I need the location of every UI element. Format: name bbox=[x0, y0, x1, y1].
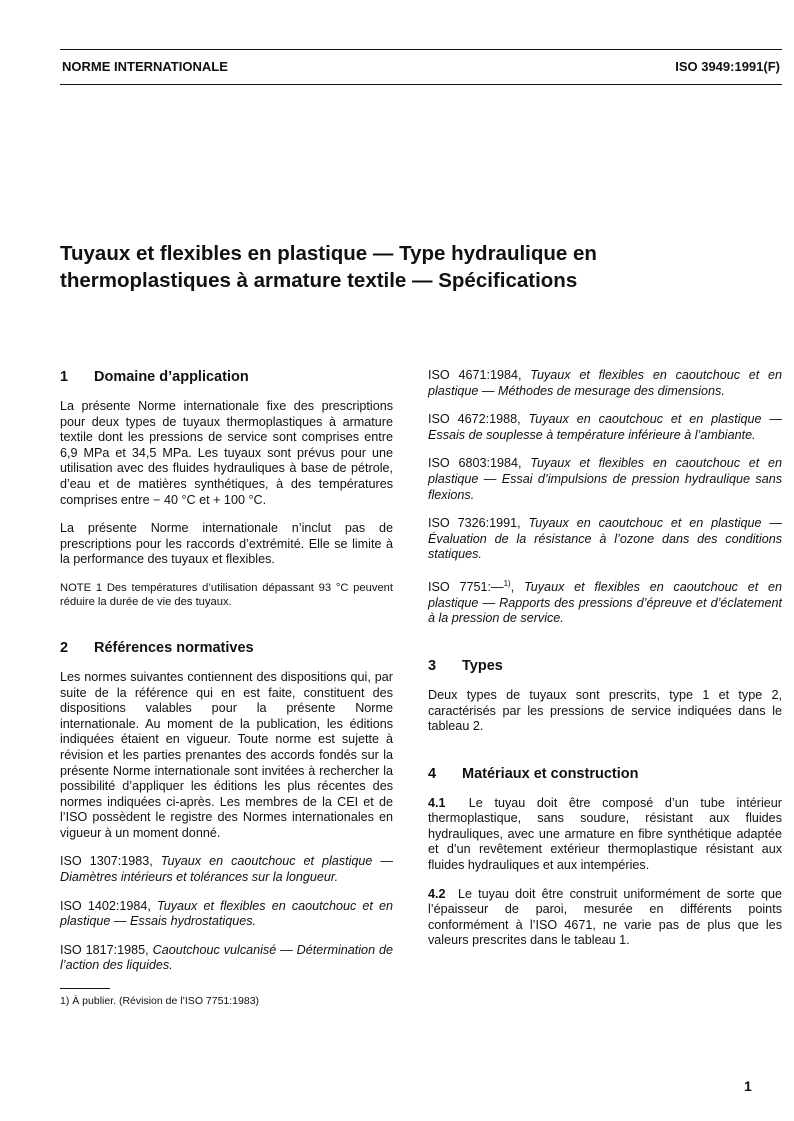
page-number: 1 bbox=[744, 1078, 752, 1094]
left-column bbox=[60, 368, 393, 1008]
section-3-p1: Deux types de tuyaux sont prescrits, type 1 et type 2, caractérisés par les pressions de service indiquées dans le tableau 2. bbox=[428, 687, 782, 734]
section-1-p2: La présente Norme internationale n’inclut pas de prescriptions pour les raccords d’extrémité. Elle se limite à la performance des tuyaux et flexibles. bbox=[60, 521, 393, 567]
reference-item: ISO 1817:1985, Caoutchouc vulcanisé — Détermination de l’action des liquides. bbox=[60, 942, 394, 973]
header-left: NORME INTERNATIONALE bbox=[62, 59, 228, 74]
title-line-2: thermoplastiques à armature textile — Spécifications bbox=[60, 269, 578, 292]
header-rule-bottom bbox=[60, 84, 782, 85]
footnote: 1) À publier. (Révision de l’ISO 7751:1983) bbox=[60, 995, 260, 1008]
reference-item: ISO 1402:1984, Tuyaux et flexibles en caoutchouc et en plastique — Essais hydrostatiques. bbox=[60, 898, 394, 929]
title-line-1: Tuyaux et flexibles en plastique — Type hydraulique en bbox=[60, 242, 597, 265]
section-4-heading: 4 Matériaux et construction bbox=[428, 765, 639, 782]
reference-item: ISO 4671:1984, Tuyaux et flexibles en caoutchouc et en plastique — Méthodes de mesurage des dimensions. bbox=[428, 368, 783, 398]
section-1-heading: 1 Domaine d’application bbox=[60, 369, 249, 385]
reference-item: ISO 1307:1983, Tuyaux en caoutchouc et plastique — Diamètres intérieurs et tolérances sur la longueur. bbox=[60, 854, 394, 885]
section-1-p1: La présente Norme internationale fixe des prescriptions pour deux types de tuyaux thermoplastiques à armature textile dont les pressions de service sont comprises entre 6,9 MPa et 34,5 MPa. Les tuyaux sont prévus pour une utilisation avec des fluides hydrauliques à base de pétrole, d’eau et de matières synthétiques, à des températures comprises entre − 40 °C et + 100 °C. bbox=[60, 399, 393, 507]
reference-item: ISO 6803:1984, Tuyaux et flexibles en caoutchouc et en plastique — Essai d’impulsions de pression hydraulique sans flexions. bbox=[428, 456, 783, 502]
section-2-p1: Les normes suivantes contiennent des dispositions qui, par suite de la référence qui en est faite, constituent des dispositions valables pour la présente Norme internationale. Au moment de la publication, les éditions indiquées étaient en vigueur. Toute norme est sujette à révision et les parties prenantes des accords fondés sur la présente Norme internationale sont invitées à rechercher la possibilité d’appliquer les éditions les plus récentes des normes indiquées ci-après. Les membres de la CEI et de l’ISO possèdent le registre des Normes internationales en vigueur à un moment donné. bbox=[60, 669, 393, 840]
reference-item: ISO 4672:1988, Tuyaux en caoutchouc et en plastique — Essais de souplesse à température inférieure à l’ambiante. bbox=[428, 412, 783, 442]
header-rule-top bbox=[60, 49, 782, 50]
section-1-note: NOTE 1 Des températures d’utilisation dépassant 93 °C peuvent réduire la durée de vie des tuyaux. bbox=[60, 581, 393, 608]
document-title bbox=[60, 240, 760, 294]
reference-item: ISO 7326:1991, Tuyaux en caoutchouc et en plastique — Évaluation de la résistance à l’ozone dans des conditions statiques. bbox=[428, 516, 783, 562]
section-2-heading: 2 Références normatives bbox=[60, 639, 254, 656]
clause-4-2: 4.2 Le tuyau doit être construit uniformément de sorte que l’épaisseur de paroi, mesurée en différents points conformément à l’ISO 4671, ne varie pas de plus que les valeurs prescrites dans le tableau 1. bbox=[428, 886, 782, 948]
right-column bbox=[428, 368, 782, 962]
header-right: ISO 3949:1991(F) bbox=[675, 59, 780, 74]
footnote-rule bbox=[60, 988, 110, 989]
clause-4-1: 4.1 Le tuyau doit être composé d’un tube intérieur thermoplastique, sans soudure, résistant aux fluides hydrauliques, avec une armature en fibre synthétique adaptée et d’un revêtement extérieur thermoplastique résistant aux fluides hydrauliques et aux intempéries. bbox=[428, 795, 782, 873]
section-3-heading: 3 Types bbox=[428, 657, 503, 674]
reference-item: ISO 7751:—$^{1)}$, Tuyaux et flexibles en caoutchouc et en plastique — Rapports des pressions d’épreuve et d’éclatement à la pression de service. bbox=[428, 578, 782, 626]
